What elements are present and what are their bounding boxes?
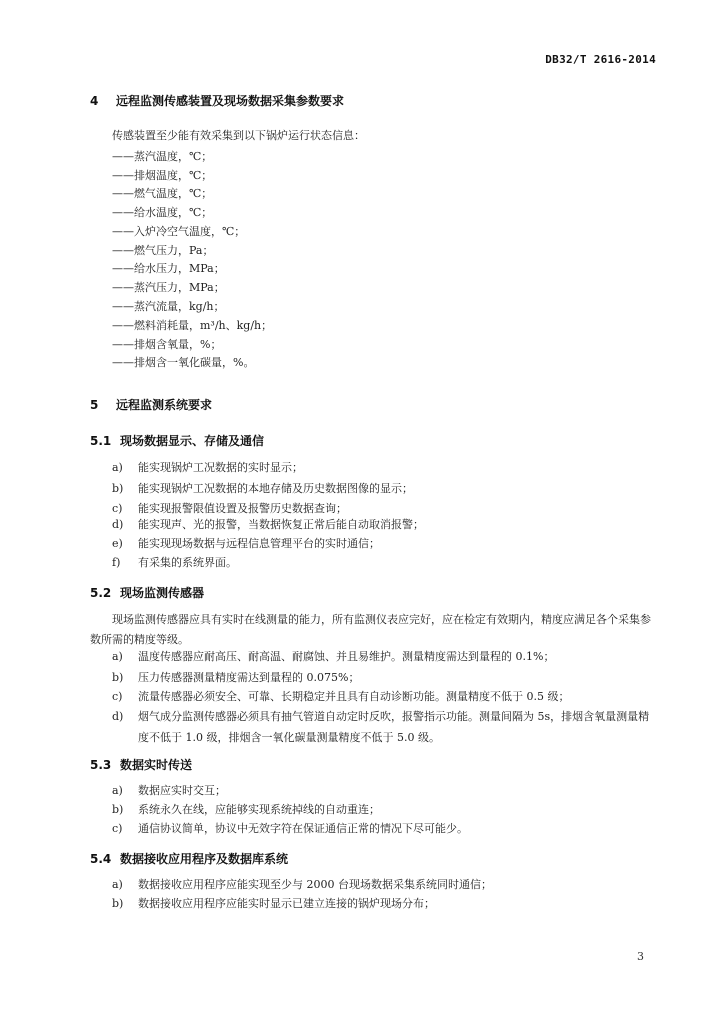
list-text: 能实现报警限值设置及报警历史数据查询； (138, 502, 347, 515)
section-4-intro: 传感装置至少能有效采集到以下锅炉运行状态信息： (112, 129, 365, 142)
section-title: 远程监测系统要求 (116, 398, 213, 412)
list-marker: f) (112, 556, 121, 569)
list-marker: a) (112, 461, 123, 474)
list-marker: a) (112, 878, 123, 891)
list-text: 温度传感器应耐高压、耐高温、耐腐蚀、并且易维护。测量精度需达到量程的 0.1%； (138, 650, 555, 663)
list-marker: d) (112, 710, 124, 723)
list-text: 数据应实时交互； (138, 784, 226, 797)
list-marker: b) (112, 482, 124, 495)
list-item: ——燃气压力，Pa； (112, 244, 214, 257)
list-text: 烟气成分监测传感器必须具有抽气管道自动定时反吹，报警指示功能。测量间隔为 5s，排烟含氧量测量精度不低于 1.0 级，排烟含一氧化碳量测量精度不低于 5.0 级。 (138, 710, 650, 744)
subsection-number: 5.3 (90, 758, 112, 772)
section-5-heading (90, 396, 212, 413)
section-number: 4 (90, 94, 99, 108)
list-text: 系统永久在线，应能够实现系统掉线的自动重连； (138, 803, 380, 816)
subsection-title: 现场监测传感器 (120, 586, 205, 600)
subsection-title: 数据实时传送 (120, 758, 193, 772)
list-text: 能实现锅炉工况数据的本地存储及历史数据图像的显示； (138, 482, 413, 495)
list-item: ——排烟含氧量，%； (112, 338, 222, 351)
list-item: ——给水温度，℃； (112, 206, 213, 219)
list-marker: c) (112, 690, 123, 703)
list-marker: c) (112, 822, 123, 835)
list-text: 通信协议简单，协议中无效字符在保证通信正常的情况下尽可能少。 (138, 822, 468, 835)
subsection-5-1-heading (90, 432, 264, 449)
subsection-5-2-heading (90, 584, 204, 601)
subsection-number: 5.4 (90, 852, 112, 866)
list-item (112, 537, 380, 551)
list-item (112, 502, 347, 516)
list-item (112, 518, 424, 532)
list-item: ——入炉冷空气温度，℃； (112, 225, 246, 238)
list-item (112, 667, 660, 688)
list-item (112, 482, 413, 496)
list-text: 压力传感器测量精度需达到量程的 0.075%； (138, 671, 360, 684)
list-item: ——蒸汽温度，℃； (112, 150, 213, 163)
subsection-title: 数据接收应用程序及数据库系统 (120, 852, 289, 866)
list-text: 能实现声、光的报警，当数据恢复正常后能自动取消报警； (138, 518, 424, 531)
subsection-number: 5.1 (90, 434, 112, 448)
list-item: ——燃气温度，℃； (112, 187, 213, 200)
list-marker: a) (112, 650, 123, 663)
section-title: 远程监测传感装置及现场数据采集参数要求 (116, 94, 345, 108)
subsection-title: 现场数据显示、存储及通信 (120, 434, 265, 448)
list-item (112, 706, 660, 748)
document-code: DB32/T 2616-2014 (545, 53, 656, 66)
subsection-5-4-heading (90, 850, 288, 867)
list-item (112, 822, 468, 836)
list-item (112, 461, 303, 475)
list-item: ——排烟温度，℃； (112, 169, 213, 182)
list-item (112, 784, 226, 798)
list-marker: b) (112, 897, 124, 910)
list-item: ——排烟含一氧化碳量，%。 (112, 356, 255, 369)
section-number: 5 (90, 398, 99, 412)
list-item: ——给水压力，MPa； (112, 262, 225, 275)
list-item: ——蒸汽压力，MPa； (112, 281, 225, 294)
list-text: 能实现现场数据与远程信息管理平台的实时通信； (138, 537, 380, 550)
section-4-heading (90, 92, 344, 109)
list-text: 流量传感器必须安全、可靠、长期稳定并且具有自动诊断功能。测量精度不低于 0.5 级； (138, 690, 570, 703)
list-item (112, 897, 435, 911)
page-number: 3 (637, 950, 644, 963)
subsection-number: 5.2 (90, 586, 112, 600)
list-item (112, 803, 380, 817)
list-item (112, 556, 237, 570)
list-item: ——燃料消耗量，m³/h、kg/h； (112, 319, 273, 332)
list-marker: b) (112, 803, 124, 816)
subsection-5-3-heading (90, 756, 192, 773)
list-marker: b) (112, 671, 124, 684)
list-item (112, 878, 492, 892)
list-item (112, 646, 660, 667)
list-text: 数据接收应用程序应能实现至少与 2000 台现场数据采集系统同时通信； (138, 878, 492, 891)
list-text: 能实现锅炉工况数据的实时显示； (138, 461, 303, 474)
list-item: ——蒸汽流量，kg/h； (112, 300, 225, 313)
list-text: 有采集的系统界面。 (138, 556, 237, 569)
list-marker: d) (112, 518, 124, 531)
list-text: 数据接收应用程序应能实时显示已建立连接的锅炉现场分布； (138, 897, 435, 910)
subsection-5-2-paragraph: 现场监测传感器应具有实时在线测量的能力，所有监测仪表应完好，应在检定有效期内，精度应满足各个采集参数所需的精度等级。 (90, 613, 651, 646)
list-marker: e) (112, 537, 123, 550)
list-marker: a) (112, 784, 123, 797)
list-item (112, 686, 660, 707)
list-marker: c) (112, 502, 123, 515)
